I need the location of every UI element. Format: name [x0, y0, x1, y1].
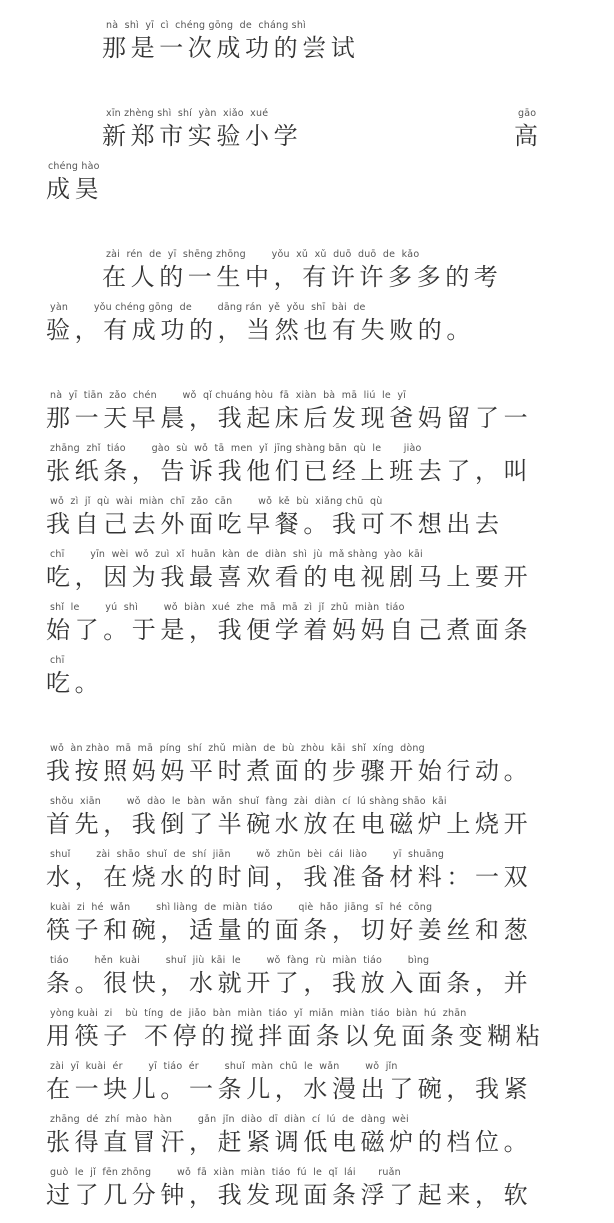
- text-line: [0, 902, 614, 958]
- text-line: [0, 655, 614, 711]
- line-text: 张得直冒汗，赶紧调低电磁炉的档位。: [46, 1128, 533, 1156]
- line-pinyin: shuǐ zài shāo shuǐ de shí jiān wǒ zhǔn bèi cái liào yī shuāng: [50, 849, 445, 860]
- text-line: [0, 1114, 614, 1170]
- line-text: 在人的一生中，有许许多多的考: [102, 263, 503, 291]
- line-text: 我按照妈妈平时煮面的步骤开始行动。: [46, 757, 533, 785]
- author-school-line: [0, 108, 614, 164]
- line-pinyin: yàn yǒu chéng gōng de dāng rán yě yǒu shī bài de: [50, 302, 366, 313]
- text-line: [0, 302, 614, 358]
- line-pinyin: guò le jǐ fēn zhōng wǒ fā xiàn miàn tiáo fú le qǐ lái ruǎn: [50, 1167, 401, 1178]
- text-line: [0, 849, 614, 905]
- text-line: [0, 1008, 614, 1064]
- line-text: 水，在烧水的时间，我准备材料：一双: [46, 863, 533, 891]
- text-line: [0, 496, 614, 552]
- school-pinyin: xīn zhèng shì shí yàn xiǎo xué: [106, 108, 269, 119]
- line-text: 过了几分钟，我发现面条浮了起来，软: [46, 1181, 533, 1209]
- text-line: [0, 1061, 614, 1117]
- author-name-pinyin: chéng hào: [48, 161, 100, 172]
- author-name-line: [0, 161, 614, 217]
- line-text: 在一块儿。一条儿，水漫出了碗，我紧: [46, 1075, 533, 1103]
- surname-pinyin: gāo: [518, 108, 537, 119]
- line-pinyin: wǒ àn zhào mā mā píng shí zhǔ miàn de bù zhòu kāi shǐ xíng dòng: [50, 743, 425, 754]
- line-text: 用筷子 不停的搅拌面条以免面条变糊粘: [46, 1022, 545, 1050]
- line-pinyin: chī yīn wèi wǒ zuì xǐ huān kàn de diàn shì jù mǎ shàng yào kāi: [50, 549, 423, 560]
- line-pinyin: zài rén de yī shēng zhōng yǒu xǔ xǔ duō duō de kǎo: [106, 249, 420, 260]
- line-pinyin: kuài zi hé wǎn shì liàng de miàn tiáo qiè hǎo jiāng sī hé cōng: [50, 902, 433, 913]
- line-pinyin: shǐ le yú shì wǒ biàn xué zhe mā mā zì jǐ zhǔ miàn tiáo: [50, 602, 405, 613]
- line-text: 条。很快，水就开了，我放入面条，并: [46, 969, 533, 997]
- line-text: 验，有成功的，当然也有失败的。: [46, 316, 475, 344]
- text-line: [0, 743, 614, 799]
- line-text: 筷子和碗，适量的面条，切好姜丝和葱: [46, 916, 533, 944]
- title-text: 那是一次成功的尝试: [102, 34, 360, 62]
- line-pinyin: yòng kuài zi bù tíng de jiǎo bàn miàn tiáo yǐ miǎn miàn tiáo biàn hú zhān: [50, 1008, 467, 1019]
- line-pinyin: tiáo hěn kuài shuǐ jiù kāi le wǒ fàng rù miàn tiáo bìng: [50, 955, 430, 966]
- title-pinyin: nà shì yī cì chéng gōng de cháng shì: [106, 20, 306, 31]
- line-text: 张纸条，告诉我他们已经上班去了，叫: [46, 457, 533, 485]
- line-pinyin: zhāng dé zhí mào hàn gǎn jǐn diào dī diàn cí lú de dàng wèi: [50, 1114, 409, 1125]
- essay-title: [0, 20, 614, 76]
- school-text: 新郑市实验小学: [102, 122, 303, 150]
- line-text: 那一天早晨，我起床后发现爸妈留了一: [46, 404, 533, 432]
- text-line: [0, 796, 614, 852]
- line-pinyin: wǒ zì jǐ qù wài miàn chī zǎo cān wǒ kě bù xiǎng chū qù: [50, 496, 383, 507]
- line-pinyin: shǒu xiān wǒ dào le bàn wǎn shuǐ fàng zài diàn cí lú shàng shāo kāi: [50, 796, 447, 807]
- line-text: 始了。于是，我便学着妈妈自己煮面条: [46, 616, 533, 644]
- text-line: [0, 549, 614, 605]
- line-text: 吃，因为我最喜欢看的电视剧马上要开: [46, 563, 533, 591]
- text-line: [0, 390, 614, 446]
- line-text: 我自己去外面吃早餐。我可不想出去: [46, 510, 504, 538]
- line-pinyin: chī: [50, 655, 65, 666]
- text-line: [0, 443, 614, 499]
- line-text: 吃。: [46, 669, 104, 697]
- line-pinyin: zài yī kuài ér yī tiáo ér shuǐ màn chū le wǎn wǒ jǐn: [50, 1061, 398, 1072]
- text-line: [0, 249, 614, 305]
- line-text: 首先，我倒了半碗水放在电磁炉上烧开: [46, 810, 533, 838]
- author-name-text: 成昊: [46, 175, 104, 203]
- surname-text: 高: [514, 122, 543, 150]
- text-line: [0, 955, 614, 1011]
- text-line: [0, 602, 614, 658]
- line-pinyin: zhāng zhǐ tiáo gào sù wǒ tā men yǐ jīng shàng bān qù le jiào: [50, 443, 422, 454]
- line-pinyin: nà yī tiān zǎo chén wǒ qǐ chuáng hòu fā xiàn bà mā liú le yī: [50, 390, 406, 401]
